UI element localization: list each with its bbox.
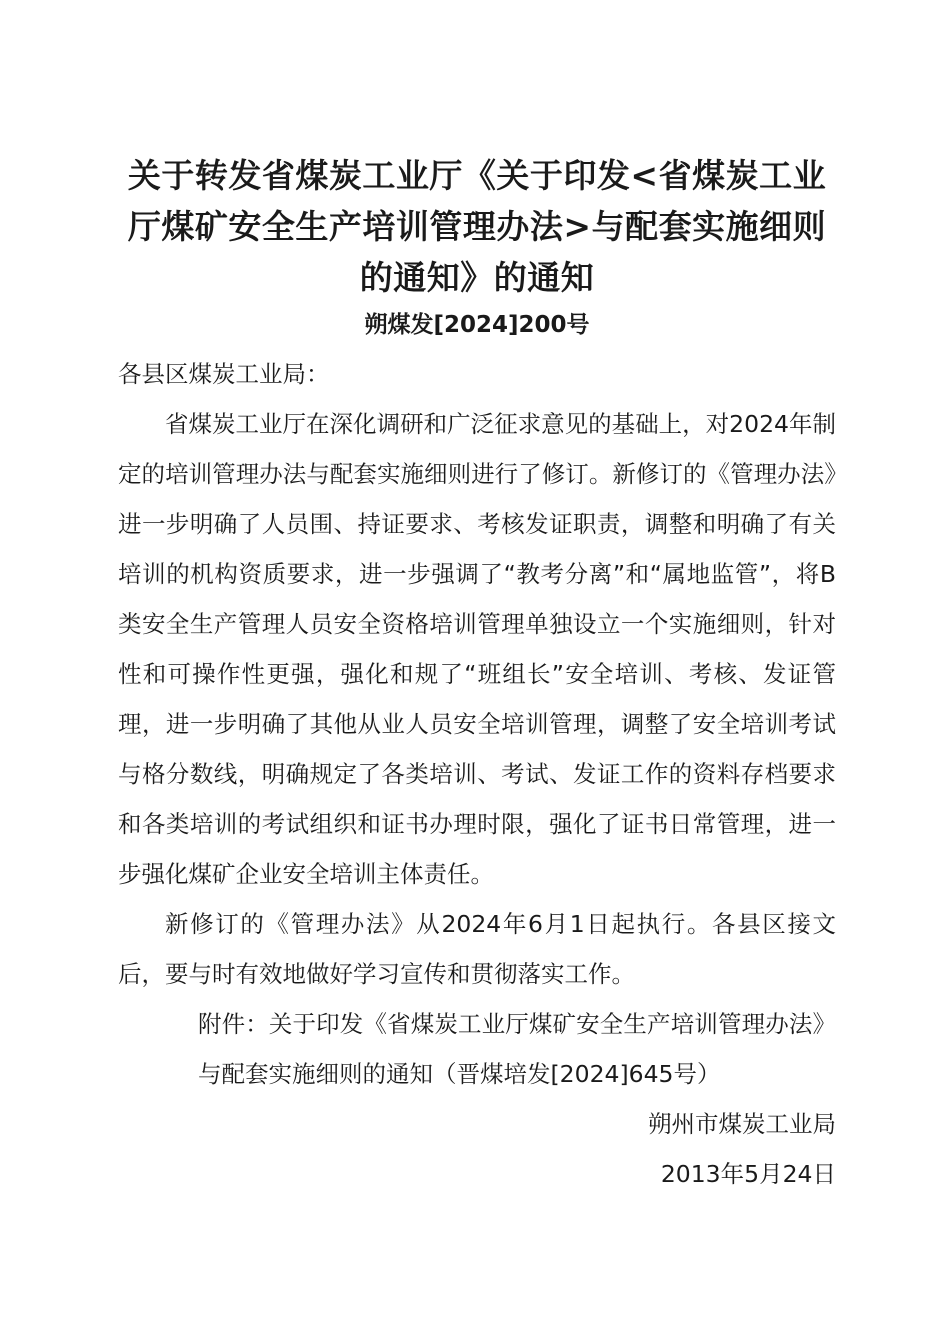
document-page bbox=[118, 150, 836, 1199]
issuer-name: 朔州市煤炭工业局 bbox=[648, 1110, 836, 1138]
body-paragraph-2: 新修订的《管理办法》从2024年6月1日起执行。各县区接文后，要与时有效地做好学习宣传和贯彻落实工作。 bbox=[118, 910, 836, 988]
salutation: 各县区煤炭工业局： bbox=[118, 360, 330, 388]
document-number: 朔煤发[2024]200号 bbox=[364, 312, 590, 338]
attachment-note bbox=[118, 999, 836, 1099]
document-title: 关于转发省煤炭工业厅《关于印发<省煤炭工业厅煤矿安全生产培训管理办法>与配套实施细则的通知》的通知 bbox=[127, 156, 827, 297]
issue-date: 2013年5月24日 bbox=[660, 1160, 836, 1188]
attachment-text: 附件：关于印发《省煤炭工业厅煤矿安全生产培训管理办法》与配套实施细则的通知（晋煤培发[2024]645号） bbox=[198, 1010, 836, 1088]
body-paragraph-1: 省煤炭工业厅在深化调研和广泛征求意见的基础上，对2024年制定的培训管理办法与配套实施细则进行了修订。新修订的《管理办法》进一步明确了人员围、持证要求、考核发证职责，调整和明确了有关培训的机构资质要求，进一步强调了“教考分离”和“属地监管”，将B类安全生产管理人员安全资格培训管理单独设立一个实施细则，针对性和可操作性更强，强化和规了“班组长”安全培训、考核、发证管理，进一步明确了其他从业人员安全培训管理，调整了安全培训考试与格分数线，明确规定了各类培训、考试、发证工作的资料存档要求和各类培训的考试组织和证书办理时限，强化了证书日常管理，进一步强化煤矿企业安全培训主体责任。 bbox=[118, 410, 836, 888]
